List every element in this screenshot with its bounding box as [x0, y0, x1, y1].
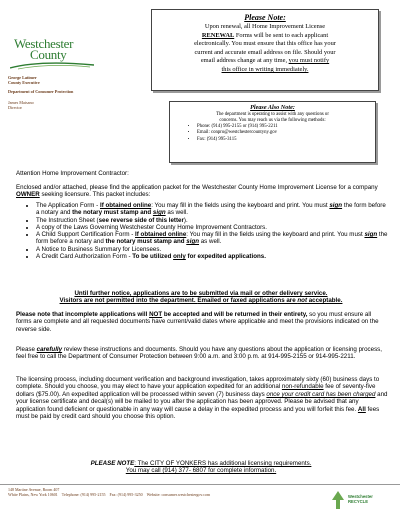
contact-notice-box: Please Also Note: The department is operating to assist with any questions or concerns. You may reach us via the following methods: • Phone: (914) 995-2155 or (914) 995-2211 • Email: conpro@westchestercountyny.gov • Fax: (914) 995-3115 — [169, 101, 376, 163]
incomplete-notice: Please note that incomplete applications will NOT be accepted and will be returned in their entirety, so you must ensure all forms are complete and all requested documents have current/valid dates where applicable and meet the provisions indicated on the reverse side. — [16, 311, 379, 333]
contact-fax: • Fax: (914) 995-3115 — [197, 137, 375, 143]
contact-email: • Email: conpro@westchestercountyny.gov — [197, 130, 375, 136]
recycle-logo: Westchester RECYCLE — [330, 487, 378, 513]
yonkers-notice: PLEASE NOTE: The CITY OF YONKERS has additional licensing requirements. You may call (914) 377- 6807 for complete information. — [90, 460, 312, 475]
renewal-word: RENEWAL — [201, 31, 235, 39]
director-block — [8, 100, 34, 111]
logo-text-line2: County — [30, 47, 67, 62]
packet-contents — [18, 202, 388, 260]
recycle-icon — [330, 490, 346, 510]
department-name: Department of Consumer Protection — [8, 89, 74, 94]
county-logo — [10, 36, 100, 72]
process-paragraph: The licensing process, including document verification and background investigation, takes approximately sixty (60) business days to complete. Should you choose, you may elect to have your application expedited for an additional non-refundable fee of seventy-five dollars ($75.00). An expedited application will be processed within seven (7) business days once your credit card has been charged and your license certificate and decal(s) will be mailed to you after the application has been approved. Please be advised that any application found deficient or questionable in any way will cause a delay in the expedited process and you will forfeit this fee. All fees must be paid by credit card should you choose this option. — [16, 376, 388, 421]
footer-divider — [0, 484, 400, 485]
list-item: • A Credit Card Authorization Form - To be utilized only for expedited applications. — [36, 253, 388, 260]
contact-methods-list — [170, 124, 375, 143]
salutation: Attention Home Improvement Contractor: — [16, 170, 129, 177]
contact-notice-title: Please Also Note: — [250, 104, 295, 111]
logo-text-line1: Westchester — [14, 36, 74, 51]
mail-notice: Until further notice, applications are to be submitted via mail or other delivery service. Visitors are not permitted into the department. Emailed or faxed applications are not acceptable. — [59, 290, 343, 305]
executive-title: County Executive — [8, 80, 40, 86]
director-name: James Maisano — [8, 100, 34, 105]
list-item: • The Application Form - If obtained online: You may fill in the fields using the keyboard and print. You must sign the form before a notary and the notary must stamp and sign as well. — [36, 202, 388, 217]
list-item: • A Notice to Business Summary for Licensees. — [36, 246, 388, 253]
renewal-notice-box — [151, 9, 379, 91]
renewal-notice-body: Upon renewal, all Home Improvement License RENEWAL Forms will be sent to each applicant electronically. You must ensure that this office has your current and accurate email address on file. Should your email address change at any time, you must notify this office in writing immediately. — [194, 23, 336, 73]
executive-name: George Latimer — [8, 75, 37, 80]
logo-swoosh-icon — [10, 62, 94, 70]
list-item: • A copy of the Laws Governing Westchester County Home Improvement Contractors. — [36, 224, 388, 231]
footer-address: 148 Martine Avenue, Room 407 White Plains, New York 10601 Telephone: (914) 995-2155 Fax: (914) 995-3250 Website: consumer.westchestergov.com — [8, 487, 211, 498]
renewal-notice-title: Please Note: — [244, 13, 286, 22]
list-item: • A Child Support Certification Form - If obtained online: You may fill in the fields using the keyboard and print. You must sign the form before a notary and the notary must stamp and sign as well. — [36, 231, 388, 246]
list-item: • The Instruction Sheet (see reverse side of this letter). — [36, 217, 388, 224]
director-title: Director — [8, 105, 22, 111]
intro-paragraph: Enclosed and/or attached, please find the application packet for the Westchester County Home Improvement License for a company OWNER seeking licensure. This packet includes: — [16, 184, 378, 199]
executive-block — [8, 75, 40, 86]
contact-phone: • Phone: (914) 995-2155 or (914) 995-2211 — [197, 124, 375, 130]
review-paragraph: Please carefully review these instructions and documents. Should you have any questions about the application or licensing process, feel free to call the Department of Consumer Protection between 9:00 a.m. and 3:00 p.m. at 914-995-2155 or 914-995-2211. — [16, 346, 382, 361]
